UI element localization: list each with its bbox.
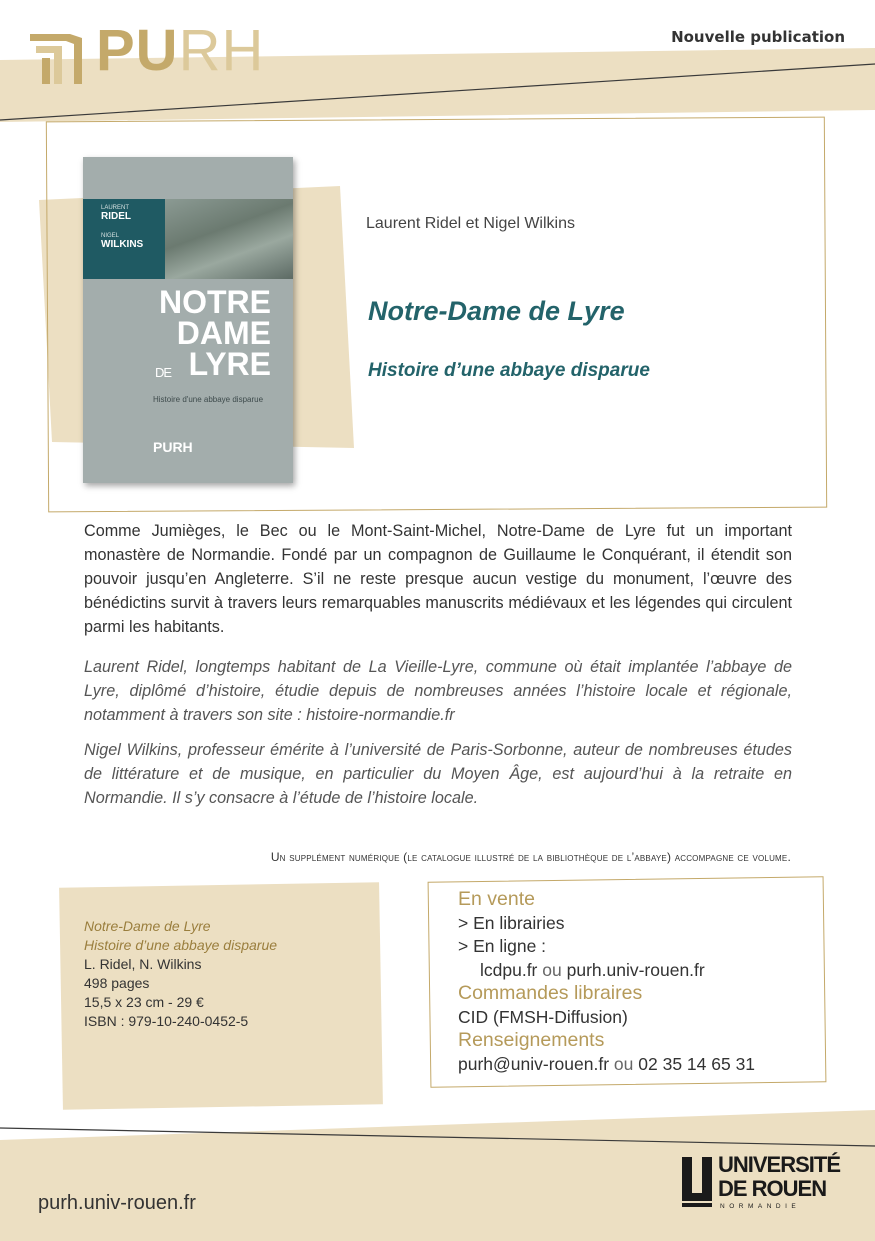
contact-line: purh@univ-rouen.fr ou 02 35 14 65 31 [458,1053,756,1074]
cover-title: NOTRE DAME DE LYRE [155,284,271,382]
sale-online: > En ligne : [458,936,547,956]
purh-logo-icon [30,28,92,88]
sale-info [458,888,755,1076]
book-authors: Laurent Ridel et Nigel Wilkins [366,215,575,232]
cover-photo [165,199,293,279]
contact-heading: Renseignements [458,1029,605,1051]
info-title: Notre-Dame de Lyre [84,918,211,934]
book-subtitle: Histoire d’une abbaye disparue [368,360,650,381]
university-region: NORMANDIE [720,1203,801,1210]
sale-heading: En vente [458,888,535,910]
university-name: UNIVERSITÉ DE ROUEN [718,1152,841,1201]
info-isbn: ISBN : 979-10-240-0452-5 [84,1013,249,1029]
sale-bookstores: > En librairies [458,912,565,933]
distributor: CID (FMSH-Diffusion) [458,1006,628,1027]
info-pages: 498 pages [84,975,150,991]
contact-phone: 02 35 14 65 31 [638,1053,756,1074]
universite-de-rouen-logo [680,1153,850,1213]
supplement-note: Un supplément numérique (le catalogue illustré de la bibliothèque de l’abbaye) accompagne ce volume. [270,850,791,864]
cover-publisher-logo: PURH [153,439,193,455]
sale-link-purh[interactable]: purh.univ-rouen.fr [566,959,705,980]
info-authors: L. Ridel, N. Wilkins [84,956,202,972]
cover-author-1: LAURENT RIDEL [101,205,131,222]
description-paragraph: Comme Jumièges, le Bec ou le Mont-Saint-Michel, Notre-Dame de Lyre fut un important monastère de Normandie. Fondé par un compagnon de Guillaume le Conquérant, il étendit son pouvoir jusqu’en Angleterre. S’il ne reste presque aucun vestige du monument, l’œuvre des bénédictins survit à travers leurs remarquables manuscrits médiévaux et les légendes qui circulent parmi les habitants. [84,522,792,636]
info-subtitle: Histoire d’une abbaye disparue [84,937,278,953]
cover-author-2: NIGEL WILKINS [101,233,144,250]
cover-subtitle: Histoire d'une abbaye disparue [153,395,264,404]
university-mark-icon [680,1155,714,1209]
author-bio-wilkins: Nigel Wilkins, professeur émérite à l’université de Paris-Sorbonne, auteur de nombreuses études de littérature et de musique, en particulier du Moyen Âge, est aujourd’hui à la retraite en Normandie. Il s’y consacre à l’étude de l’histoire locale. [84,741,792,807]
orders-heading: Commandes libraires [458,982,643,1004]
book-cover [83,157,293,483]
purh-logo-text: PURH [96,18,265,83]
purh-logo [30,18,270,94]
header-label: Nouvelle publication [671,28,845,46]
author-bio-ridel: Laurent Ridel, longtemps habitant de La Vieille-Lyre, commune où était implantée l’abbaye de Lyre, diplômé d’histoire, étudie depuis de nombreuses années l’histoire locale et régionale, notamment à travers son site : histoire-normandie.fr [84,658,792,724]
info-format-price: 15,5 x 23 cm - 29 € [84,994,204,1010]
footer-website-link[interactable]: purh.univ-rouen.fr [38,1192,196,1214]
contact-email[interactable]: purh@univ-rouen.fr [458,1053,610,1074]
sale-link-lcdpu[interactable]: lcdpu.fr [480,959,538,980]
book-info [84,917,277,1031]
sale-sites: lcdpu.fr ou purh.univ-rouen.fr [480,959,705,980]
book-title: Notre-Dame de Lyre [368,296,625,326]
